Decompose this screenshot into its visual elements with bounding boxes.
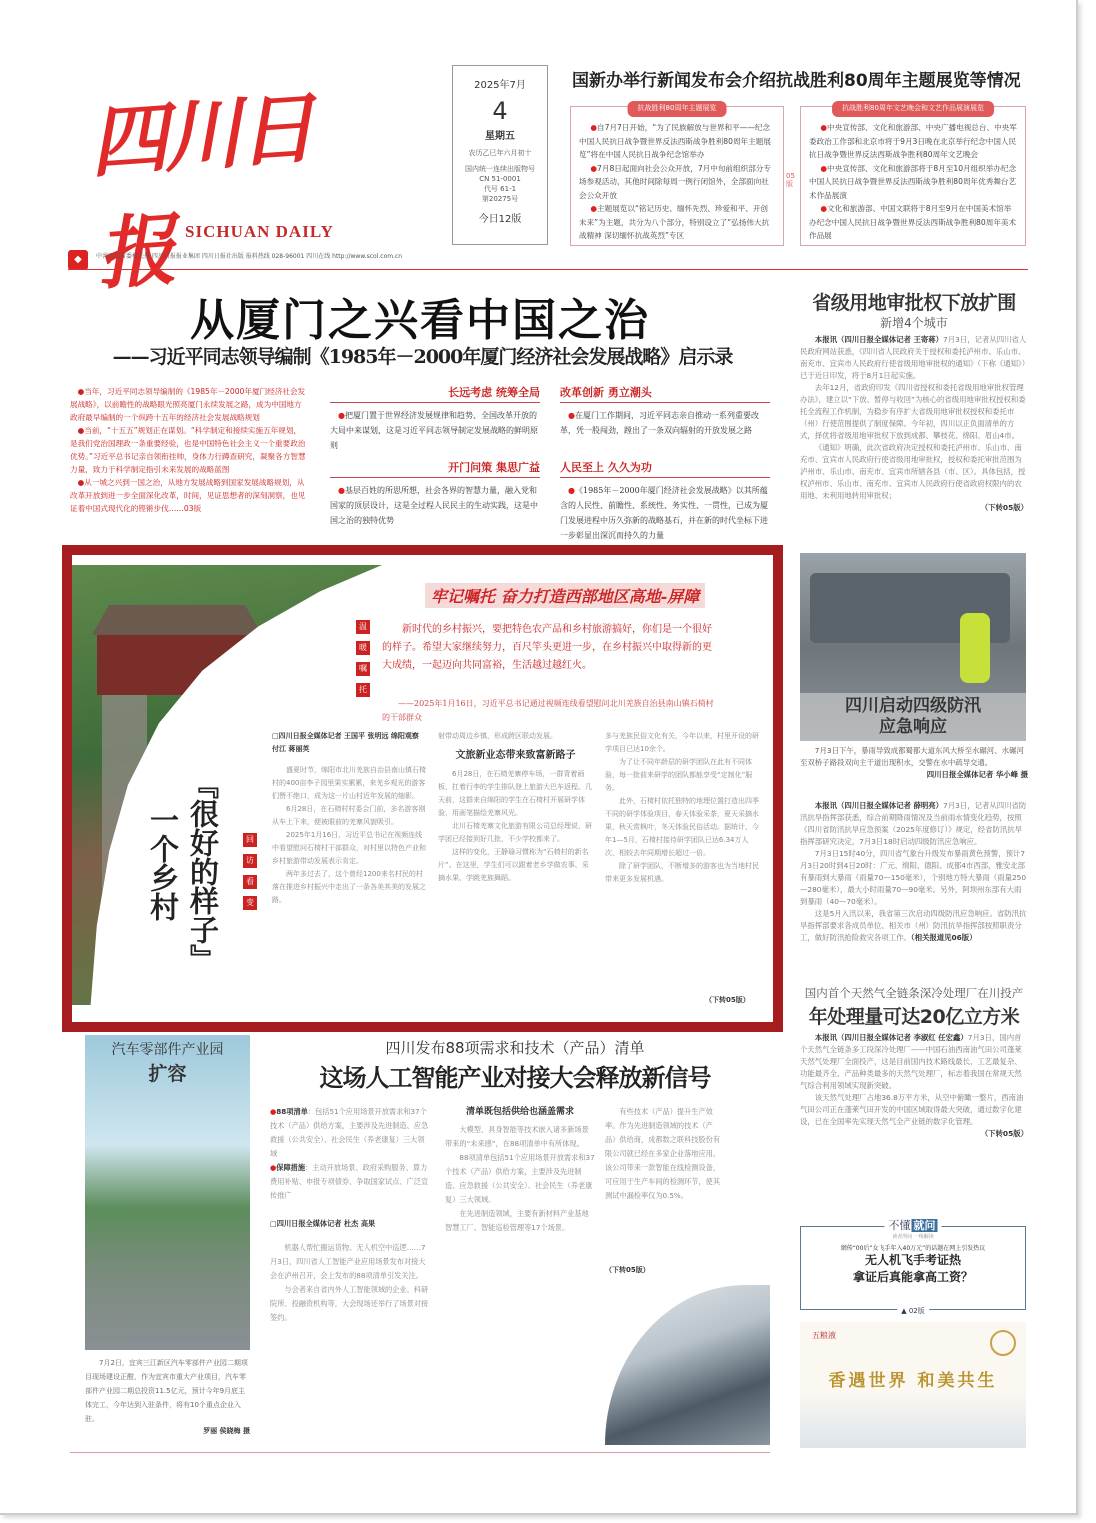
ai-headline[interactable]: 这场人工智能产业对接大会释放新信号	[319, 1063, 711, 1092]
ask-column-label: 不懂 就问	[885, 1217, 942, 1233]
lunar-date: 农历乙巳年六月初十	[468, 149, 532, 157]
lead-subheadline: ——习近平同志领导编制《1985年－2000年厦门经济社会发展战略》启示录	[112, 346, 733, 368]
photo-title: 汽车零部件产业园	[111, 1042, 224, 1058]
summary-para: 当前，“十五五”规划正在谋划。“科学制定和接续实施五年规划，是我们党治国理政一条重要经验，也是中国特色社会主义一个重要政治优势。”习近平总书记亲自领衔挂帅，身体力行蹲查研究，凝聚各方智慧力量，致力于科学制定指引未来发展的战略蓝图	[70, 426, 306, 474]
lead-section: 长远考虑 统筹全局 ●把厦门置于世界经济发展规律和趋势、全国改革开放的大局中来谋划，这是习近平同志领导制定发展战略的鲜明原则	[330, 386, 540, 450]
ad-brand: 五粮液	[812, 1331, 836, 1340]
bullet: 主题展览以“铭记历史、缅怀先烈、珍爱和平、开创未来”为主题，共分为八个部分，特别设立了“弘扬伟大抗战精神 深切缅怀抗战英烈”专区	[579, 204, 770, 240]
gas-kicker: 国内首个天然气全链条深冷处理厂在川投产	[804, 986, 1024, 1000]
ask-tagline: 读者所问 一线解读	[892, 1234, 934, 1240]
industrial-park-photo	[85, 1035, 250, 1350]
year-month: 2025年7月	[474, 80, 526, 91]
continued-link[interactable]: （下转05版）	[980, 1129, 1028, 1138]
feature-col-3: 多与羌族民俗文化有关，今年以来，村里开设的研学项目已达10余个。 为了让不同年龄层的研学团队在此有不同体验，每一批前来研学的团队都能享受“定制化”服务。 此外，石椅村依托独特的地理位置打造出四季不同的研学体验项目，春天体验采茶，夏天采摘水果，秋天赏枫叶，冬天体验民俗活动。据统计，今年1—5月，石椅村接待研学团队已达6.34万人次，相较去年同期增长超过一倍。 除了研学团队，不断增多的游客也为当地村民带来更多发展机遇。	[605, 732, 759, 883]
bullet: 自7月7日开始，“为了民族解放与世界和平——纪念中国人民抗日战争暨世界反法西斯战争胜利80周年主题展览”将在中国人民抗日战争纪念馆举办	[579, 123, 771, 159]
weekday: 星期五	[485, 131, 515, 142]
divider	[70, 1452, 770, 1453]
section-title: 人民至上 久久为功	[560, 460, 770, 478]
bullet: 中央宣传部、文化和旅游部将于8月至10月组织举办纪念中国人民抗日战争暨世界反法西斯战争胜利80周年优秀舞台艺术作品展演	[809, 163, 1017, 200]
related-link[interactable]: （相关报道见06版）	[910, 933, 977, 942]
masthead-strip: 中共四川省委机关报 四川日报报业集团 四川日报社出版 报料热线 028-96001 四川在线 http://www.scol.com.cn	[68, 250, 1028, 270]
subhead: 文旅新业态带来致富新路子	[455, 750, 576, 761]
cn-number: CN 51-0001	[479, 175, 521, 183]
box-tag: 抗战胜利80周年主题展览	[628, 101, 727, 117]
flood-caption: 7月3日下午，暴雨导致成都蜀都大道东风大桥至水碾河、水碾河至双桥子路段双向主干道出现积水，交警在水中疏导交通。 四川日报全媒体记者 华小峰 摄	[800, 746, 1028, 779]
traffic-police-figure	[960, 613, 990, 683]
byline: 本报讯（四川日报全媒体记者 王寄蒋）	[814, 335, 944, 344]
ad-slogan: 香遇世界 和美共生	[828, 1371, 998, 1391]
ask-column-box[interactable]	[800, 1219, 1026, 1315]
ai-col-2: 清单既包括供给也涵盖需求 大模型、具身智能等技术嵌入诸多新场景带来的“未来感”，在88项清单中有所体现。 88项清单包括51个应用场景开放需求和37个技术（产品）供给方案，主要涉及先进制造、应急救援（公共安全）、社会民生（养老康复）三大领域。 在先进制造领域，主要有新材料产业基地智慧工厂、智能巡检管理等17个场景。	[445, 1107, 595, 1232]
ornament-icon	[990, 1330, 1016, 1356]
photo-caption: 7月2日，宜宾三江新区汽车零部件产业园二期项目现场建设正酣，作为宜宾市重大产业项目，汽车零部件产业园二期总投资11.5亿元，预计今年9月底主体完工，今年达到入驻条件，将有10个重点企业入驻。	[85, 1359, 248, 1423]
wuliangye-ad[interactable]	[800, 1322, 1026, 1448]
para: 去年12月，省政府印发《四川省授权和委托省级用地审批权管理办法》，建立以“下放、暂停与收回”为核心的省级用地审批权授权和委托全流程工作机制，为稳步有序扩大省级用地审批权授权和委托市（州）行使范围提供了制度保障。今年初，四川以正负面清单的方式，择优将省级用地审批权下放到成都、攀枝花、绵阳、眉山4市。	[800, 383, 1026, 440]
para: 7月3日，记者从四川省人民政府网站获悉，《四川省人民政府关于授权和委托泸州市、乐山市、南充市、宜宾市人民政府行使省级用地审批权的通知》（下称《通知》）已于近日印发，将于8月1日起实施。	[800, 335, 1027, 380]
feature-col-2: 射带动周边乡镇，形成跨区联动发展。 文旅新业态带来致富新路子 6月28日，在石椅羌寨停车场，一群背着画板、扛着行李的学生排队登上旅游大巴车返程。几天前，这群来自绵阳的学生在石椅村开展研学体验，用画笔描绘羌寨风光。 北川石椅羌寨文化旅游有限公司总经理说，研学团已经接到好几批，不少学校都来了。 这样的变化，王静瑜习惯称为“石椅村的新名片”。在这里，学生们可以跟着老乡学做农事、采摘水果、学跳羌族舞蹈。	[438, 732, 592, 882]
sichuan-daily-logo: 四川日报	[86, 82, 315, 301]
series-tags: 回 访 看 变	[243, 833, 257, 917]
logo-english: SICHUAN DAILY	[185, 222, 334, 241]
section-text: 把厦门置于世界经济发展规律和趋势、全国改革开放的大局中来谋划，这是习近平同志领导制定发展战略的鲜明原则	[330, 411, 538, 450]
section-title: 开门问策 集思广益	[330, 460, 540, 478]
continued-link[interactable]: （下转05版）	[705, 996, 750, 1004]
gas-headline[interactable]: 年处理量可达20亿立方米	[808, 1006, 1020, 1028]
quote-banner: 牢记嘱托 奋力打造西部地区高地-屏障	[425, 583, 705, 608]
box-tag: 抗战胜利80周年文艺晚会和文艺作品展演展览	[832, 101, 994, 117]
ask-headline-2: 拿证后真能拿高工资？	[852, 1270, 973, 1284]
auto-parts-story	[85, 1035, 250, 1436]
ai-kicker: 四川发布88项需求和技术（产品）清单	[385, 1039, 645, 1057]
postal-code: 代号 61-1	[483, 185, 517, 193]
date-box	[452, 65, 548, 245]
feature-col-1: □四川日报全媒体记者 王国平 张明远 绵阳观察 付江 蒋丽英 盛夏时节，绵阳市北川羌族自治县南山镇石椅村的400亩李子园里果实累累，来羌乡观光的游客们赞不绝口，成为这一片山村近年发展的缩影。 6月28日，在石椅村村委会门前，多名游客刚从车上下来，便被眼前的羌寨风貌吸引。 2025年1月16日，习近平总书记在视频连线中看望慰问石椅村干部群众，对村里以特色产业和乡村旅游带动发展表示肯定。 两年多过去了，这个曾经1200来名村民的村落在推进乡村振兴中走出了一条各美其美的发展之路。	[272, 732, 426, 904]
page-count: 今日12版	[478, 214, 522, 225]
lead-section: 改革创新 勇立潮头 ●在厦门工作期间，习近平同志亲自推动一系列重要改革，凭一股闯劲，蹚出了一条双向辐射的开放发展之路	[560, 385, 770, 438]
feature-title-2[interactable]: 一个乡村	[146, 805, 180, 921]
lead-section: 开门问策 集思广益 ●基层百姓的所思所想，社会各界的智慧力量，融入党和国家的顶层设计，这是全过程人民民主的生动实践，这是中国之治的独特优势	[330, 461, 540, 525]
land-article	[800, 334, 1028, 514]
top-headline[interactable]: 国新办举行新闻发布会介绍抗战胜利80周年主题展览等情况	[572, 71, 1021, 91]
photo-credit: 四川日报全媒体记者 华小峰 摄	[926, 770, 1028, 779]
summary-para: 从一城之兴到一国之治，从地方发展战略到国家发展战略规划，从改革开放到进一步全面深化改革，时间，见证思想者的深刻洞察，也见证着中国式现代化的铿锵步伐……03版	[70, 478, 306, 513]
photo-credit: 罗丽 侯晓梅 摄	[203, 1427, 250, 1435]
land-headline[interactable]: 省级用地审批权下放扩围	[812, 292, 1016, 314]
ask-headline-1: 无人机飞手考证热	[864, 1253, 961, 1267]
bullet: 7月8日起面向社会公众开放，7月中旬前组织部分专场参观活动，其他时间除每周一例行闭馆外，全部面向社会公众开放	[579, 163, 771, 200]
land-subheadline: 新增4个城市	[880, 316, 948, 330]
section-text: 基层百姓的所思所想，社会各界的智慧力量，融入党和国家的顶层设计，这是全过程人民民主的生动实践，这是中国之治的独特优势	[330, 486, 538, 525]
lead-headline[interactable]: 从厦门之兴看中国之治	[190, 295, 650, 346]
section-title: 长远考虑 统筹全局	[330, 385, 540, 403]
arrow-icon: ▲	[901, 1307, 907, 1315]
feature-title-1[interactable]: 『很好的样子』	[186, 770, 220, 973]
robot-photo	[605, 1285, 770, 1445]
gas-article: 本报讯（四川日报全媒体记者 李淑红 任宏鑫）7月3日，国内首个天然气全链条多工段深冷处理厂——中国石油西南油气田公司蓬莱天然气处理厂全面投产，这是目前国内技术路线最长、工艺最复杂、功能最齐全、产品种类最多的天然气处理厂，标志着我国在常规天然气综合利用领域实现新突破。 该天然气处理厂占地36.8万平方米，从空中俯瞰一整片，西南油气田公司正在蓬莱气田开发的中国区域取得最大突破，通过数字化建设，已在全国率先实现天然气全产业链的数字化管理。 （下转05版）	[800, 1033, 1028, 1138]
party-emblem-icon: ◆	[68, 250, 88, 270]
summary-para: 当年，习近平同志领导编制的《1985年－2000年厦门经济社会发展战略》，以前瞻性的战略眼光照亮厦门永续发展之路，成为中国地方政府最早编制的一个纵跨十五年的经济社会发展战略规划	[70, 387, 306, 422]
photo-title: 扩容	[148, 1063, 187, 1085]
ask-kicker: 網传“00后”女飞手年入40万元”的话题在网上引发热议	[840, 1245, 986, 1252]
exhibition-box: 抗战胜利80周年主题展览 ●自7月7日开始，“为了民族解放与世界和平——纪念中国人民抗日战争暨世界反法西斯战争胜利80周年主题展览”将在中国人民抗日战争纪念馆举办 ●7月8日起面向社会公众开放，7月中旬前组织部分专场参观活动，其他时间除每周一例行闭馆外，全部面向社会公众开放 ●主题展览以“铭记历史、缅怀先烈、珍爱和平、开创未来”为主题，共分为八个部分，特别设立了“弘扬伟大抗战精神 深切缅怀抗战英烈”专区	[570, 106, 784, 246]
page-reference[interactable]: 05版	[786, 172, 795, 188]
quote-text: 新时代的乡村振兴，要把特色农产品和乡村旅游搞好，你们是一个很好的样子。希望大家继续努力，百尺竿头更进一步，在乡村振兴中取得新的更大成绩，一起迈向共同富裕，生活越过越红火。	[382, 624, 712, 671]
para: 《通知》明确，此次省政府决定授权和委托泸州市、乐山市、南充市、宜宾市人民政府行使省级用地审批权，授权和委托审批范围为泸州市、乐山市、南充市、宜宾市所辖各县（市、区）。具体包括，授权泸州市、乐山市、南充市、宜宾市人民政府行使省政府权限内的农用地、未利用地转用审批权；	[800, 443, 1026, 500]
issn-label: 国内统一连续出版物号	[465, 165, 535, 173]
ask-page-ref: ▲ 02版	[897, 1306, 929, 1316]
quote-source: ——2025年1月16日，习近平总书记通过视频连线看望慰问北川羌族自治县南山镇石椅村的干部群众	[382, 699, 714, 722]
section-title: 改革创新 勇立潮头	[560, 385, 770, 403]
day: 4	[492, 97, 508, 125]
bullet: 文化和旅游部、中国文联将于8月至9月在中国美术馆举办纪念中国人民抗日战争暨世界反法西斯战争胜利80周年美术作品展	[809, 204, 1017, 240]
continued-link[interactable]: （下转05版）	[980, 503, 1028, 512]
continued-link[interactable]: （下转05版）	[605, 1266, 650, 1274]
flood-article: 本报讯（四川日报全媒体记者 薛明亮）7月3日，记者从四川省防汛抗旱指挥部获悉，综合前期降雨情况及当前雨水情变化趋势，按照《四川省防汛抗旱应急预案（2025年度修订）》规定，经省防汛抗旱指挥部研究决定，7月3日18时启动四级防汛应急响应。 7月3日15时40分，四川省气象台升级发布暴雨黄色预警，预计7月3日20时到4日20时：广元、绵阳、德阳、成都4市西部，雅安北部有暴雨到大暴雨（雨量70—150毫米），个别地方特大暴雨（雨量250—280毫米），最大小时雨量70—90毫米。另外，阿坝州东部有大雨到暴雨（40—70毫米）。 这是5月入汛以来，我省第三次启动四级防汛应急响应。省防汛抗旱指挥部要求各成员单位、相关市（州）防汛抗旱指挥部按照职责分工，做好防汛抢险救灾各项工作。（相关报道见06版）	[800, 801, 1027, 942]
lead-summary: ●当年，习近平同志领导编制的《1985年－2000年厦门经济社会发展战略》，以前瞻性的战略眼光照亮厦门永续发展之路，成为中国地方政府最早编制的一个纵跨十五年的经济社会发展战略规划 ●当前，“十五五”规划正在谋划。“科学制定和接续实施五年规划，是我们党治国理政一条重要经验，也是中国特色社会主义一个重要政治优势。”习近平总书记亲自领衔挂帅，身体力行蹲查研究，凝聚各方智慧力量，致力于科学制定指引未来发展的战略蓝图 ●从一城之兴到一国之治，从地方发展战略到国家发展战略规划，从改革开放到进一步全面深化改革，时间，见证思想者的深刻洞察，也见证着中国式现代化的铿锵步伐……03版	[70, 387, 306, 513]
quote-tags: 温 暖 嘱 托	[356, 620, 370, 704]
ai-col-1: ●88项清单：包括51个应用场景开放需求和37个技术（产品）供给方案，主要涉及先进制造、应急救援（公共安全）、社会民生（养老康复）三大领域 ●保障措施：主动开放场景、政府采购服务、算力费用补贴、申报专项债券、争取国家试点、广泛宣传推广 □四川日报全媒体记者 杜杰 高果 机器人帮忙搬运货物、无人机空中巡逻……7月3日，四川省人工智能产业应用场景发布对接大会在泸州召开，会上发布的88项清单引发关注。 与会者来自省内外人工智能领域的企业、科研院所、投融资机构等，大会现场还举行了场景对接签约。	[270, 1107, 429, 1322]
flood-photo-title: 四川启动四级防汛 应急响应	[800, 693, 1026, 741]
section-text: 在厦门工作期间，习近平同志亲自推动一系列重要改革，凭一股闯劲，蹚出了一条双向辐射的开放发展之路	[560, 411, 759, 435]
issue-number: 第20275号	[481, 195, 519, 203]
ai-col-3: 有些技术（产品）提升生产效率。作为先进制造领域的技术（产品）供给商，成都数之联科技股份有限公司就已经在多家企业落地应用。该公司带来一款智能在线检测设备，可应用于生产车间的检测环节，使其测试中漏检率仅为0.5%。	[605, 1107, 721, 1200]
subhead: 清单既包括供给也涵盖需求	[465, 1107, 574, 1117]
bullet: 中央宣传部、文化和旅游部、中央广播电视总台、中央军委政治工作部和北京市将于9月3日晚在北京举行纪念中国人民抗日战争暨世界反法西斯战争胜利80周年文艺晚会	[809, 123, 1017, 159]
lead-section: 人民至上 久久为功 ●《1985年－2000年厦门经济社会发展战略》以其所蕴含的人民性、前瞻性、系统性、务实性、一贯性，已成为厦门发展进程中历久弥新的战略基石，并在新的时代坐标下进一步彰显出深沉而持久的力量	[560, 461, 768, 540]
gala-box: 抗战胜利80周年文艺晚会和文艺作品展演展览 ●中央宣传部、文化和旅游部、中央广播电视总台、中央军委政治工作部和北京市将于9月3日晚在北京举行纪念中国人民抗日战争暨世界反法西斯战争胜利80周年文艺晚会 ●中央宣传部、文化和旅游部将于8月至10月组织举办纪念中国人民抗日战争暨世界反法西斯战争胜利80周年优秀舞台艺术作品展演 ●文化和旅游部、中国文联将于8月至9月在中国美术馆举办纪念中国人民抗日战争暨世界反法西斯战争胜利80周年美术作品展	[800, 106, 1026, 246]
flood-photo	[800, 553, 1026, 741]
section-text: 《1985年－2000年厦门经济社会发展战略》以其所蕴含的人民性、前瞻性、系统性、务实性、一贯性，已成为厦门发展进程中历久弥新的战略基石，并在新的时代坐标下进一步彰显出深沉而持久的力量	[560, 486, 768, 540]
